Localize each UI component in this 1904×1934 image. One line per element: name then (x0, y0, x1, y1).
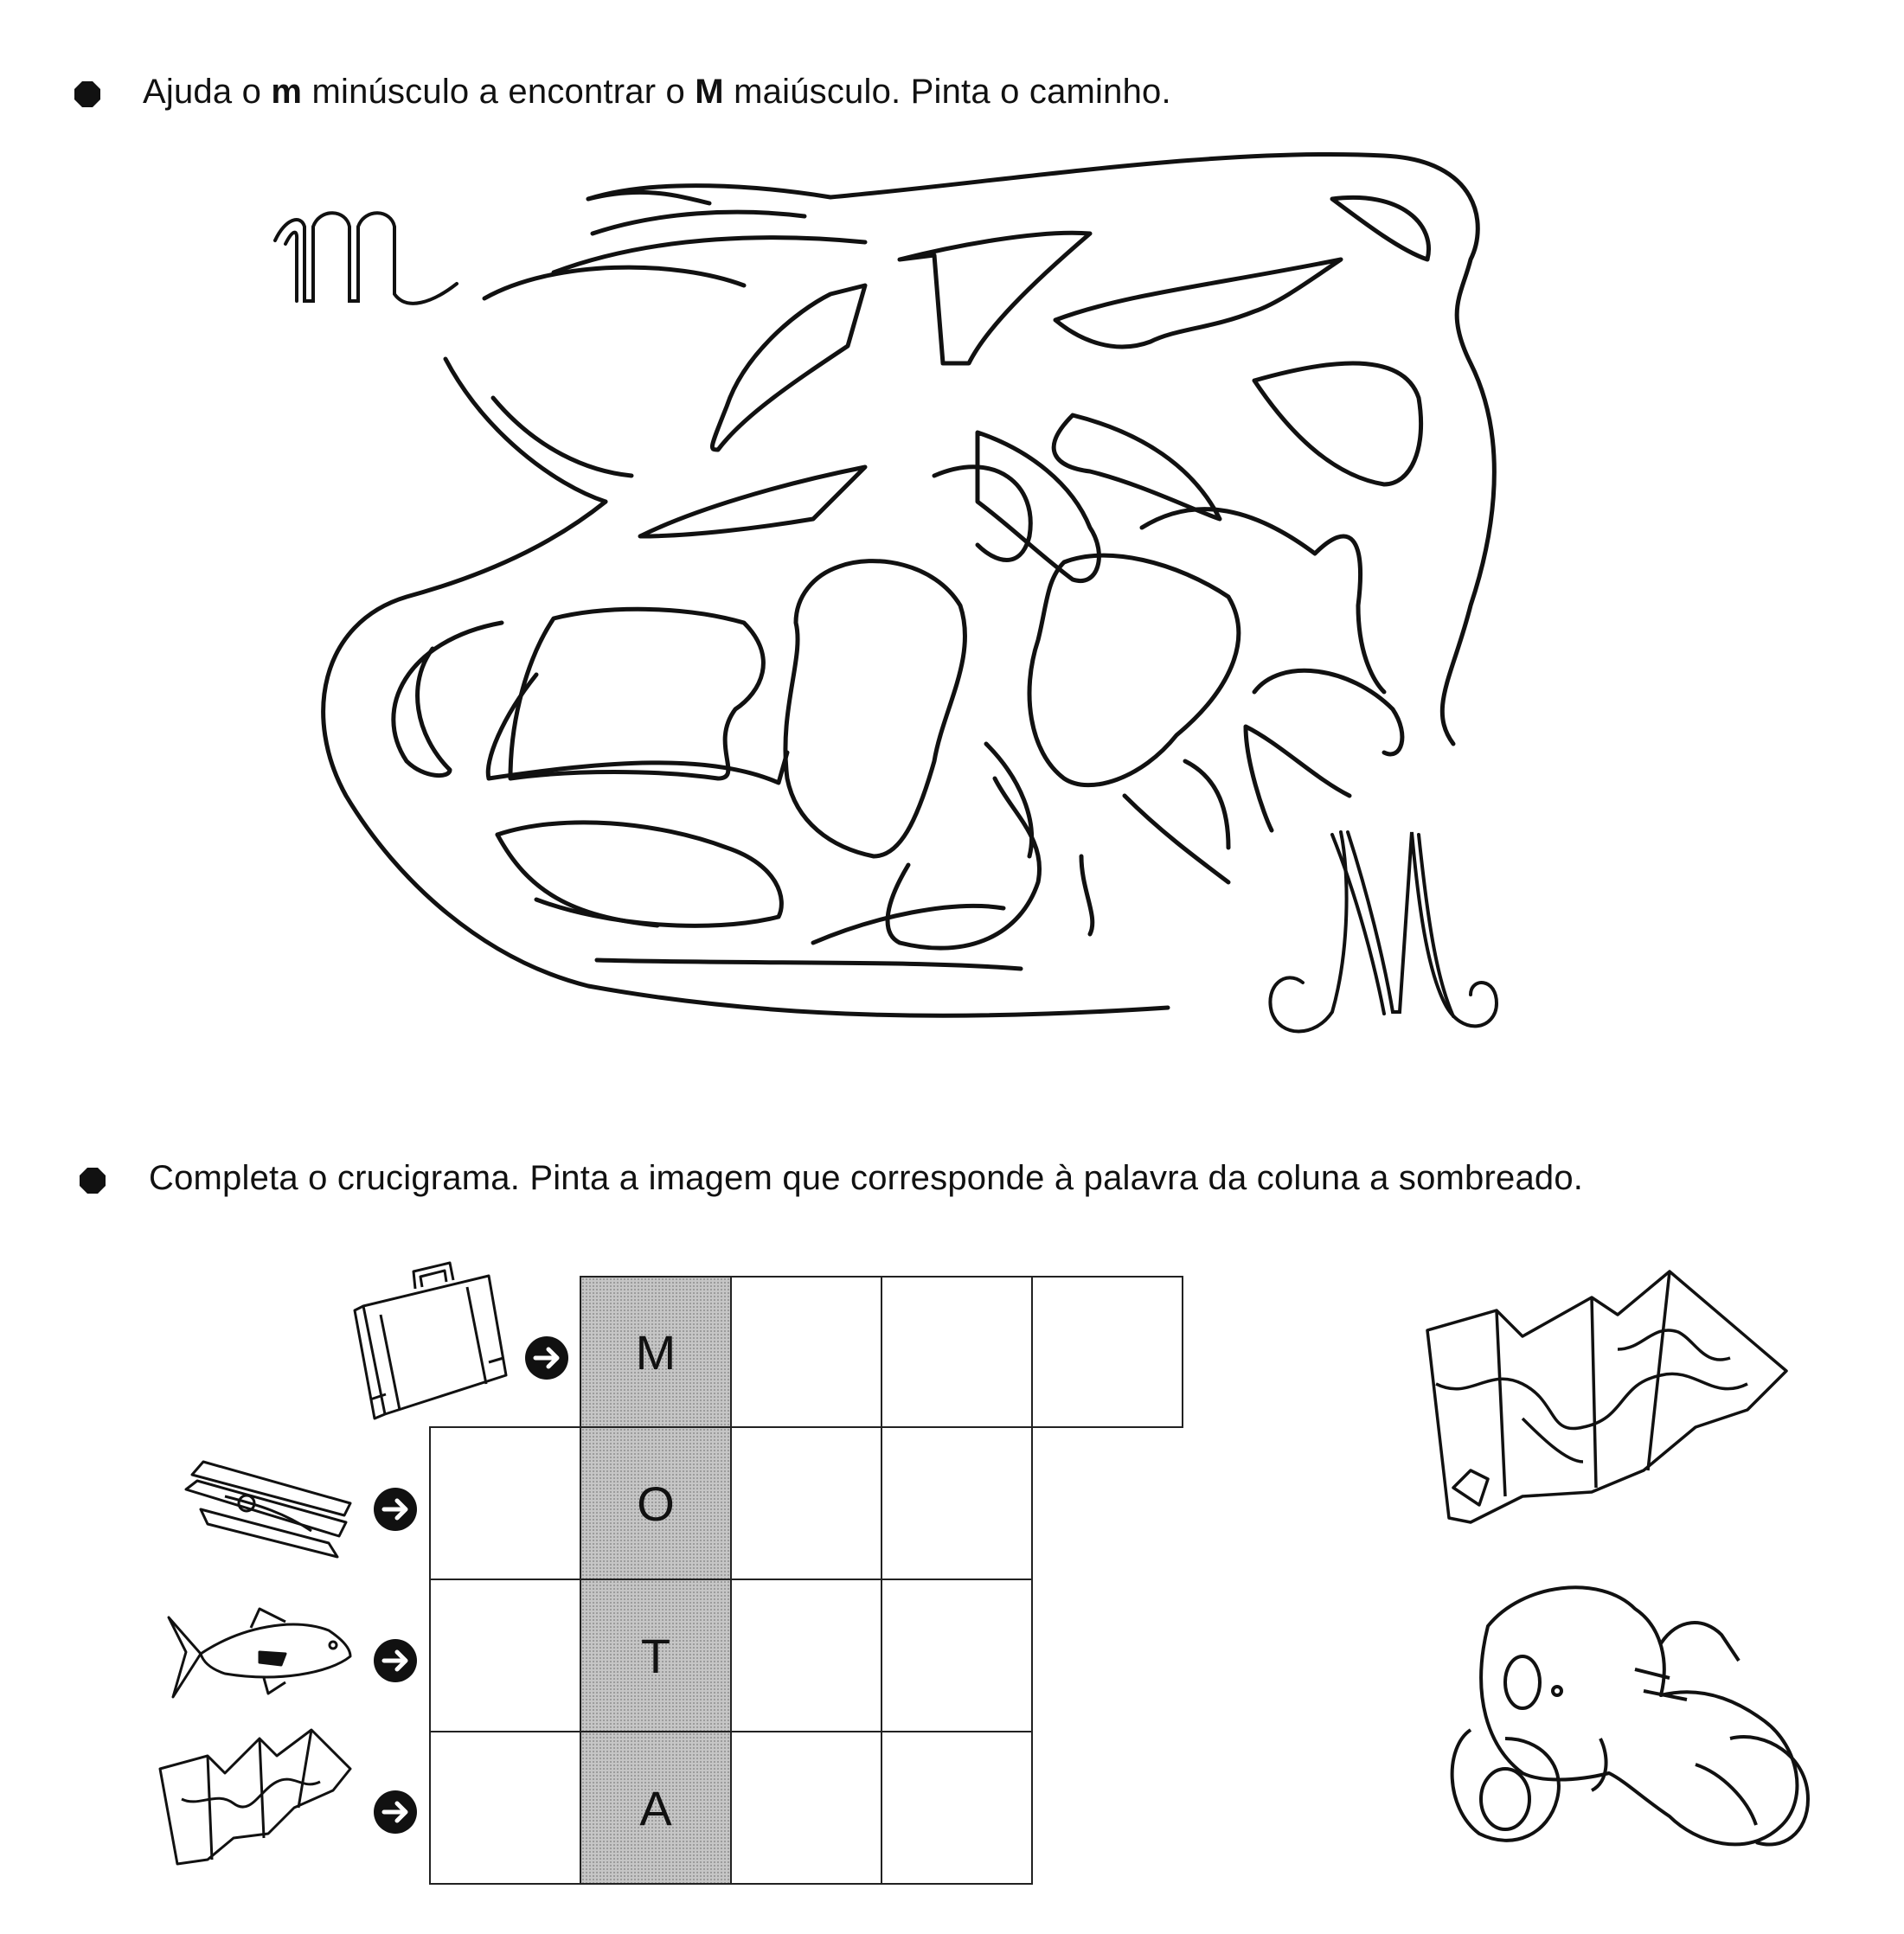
crossword-cell[interactable]: T (580, 1579, 732, 1732)
instruction-maze: Ajuda o m minúsculo a encontrar o M maiúsculo. Pinta o caminho. (143, 73, 1171, 111)
crossword-cell[interactable]: A (580, 1731, 732, 1885)
instruction-crossword: Completa o crucigrama. Pinta a imagem que corresponde à palavra da coluna a sombreado. (149, 1159, 1584, 1197)
crossword-cell[interactable]: M (580, 1276, 732, 1428)
crossword-cell[interactable]: O (580, 1426, 732, 1580)
